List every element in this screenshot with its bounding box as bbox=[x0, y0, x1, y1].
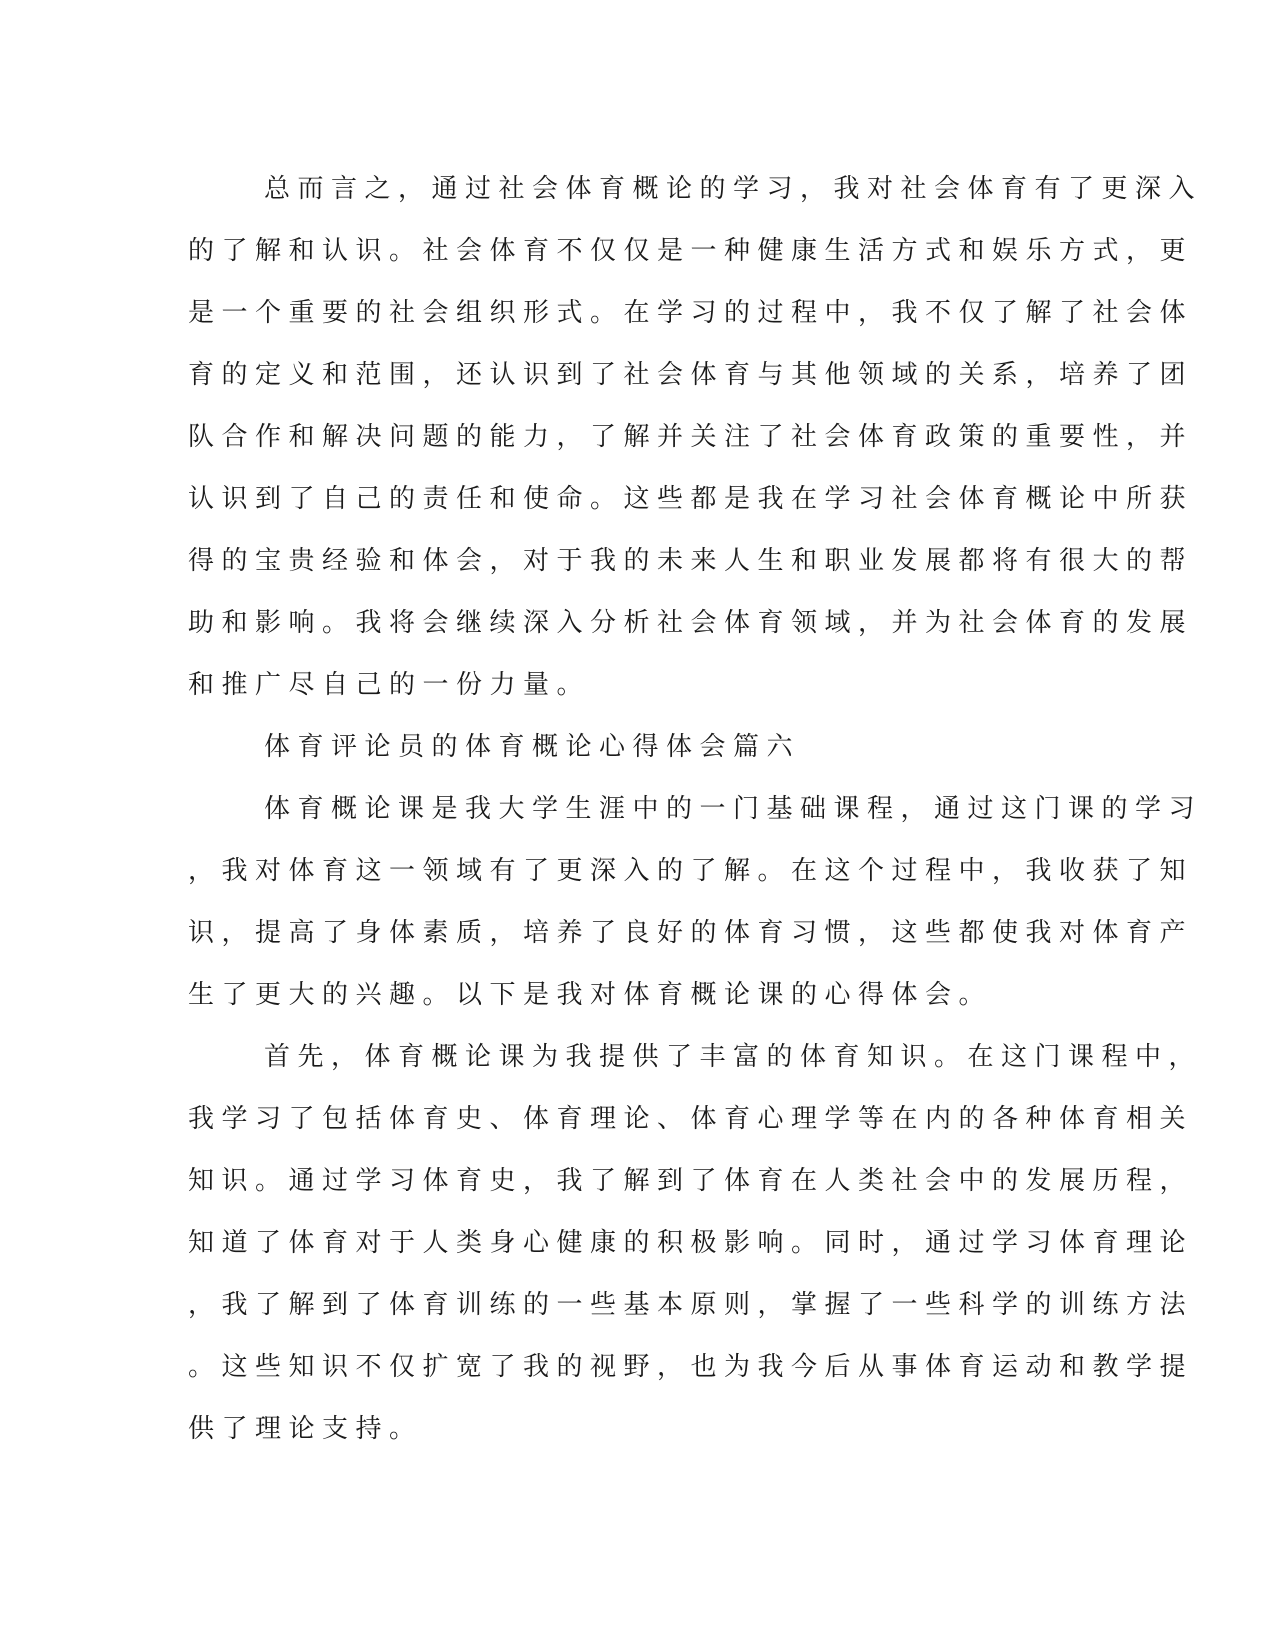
paragraph-line: 认识到了自己的责任和使命。这些都是我在学习社会体育概论中所获 bbox=[188, 484, 1194, 514]
paragraph-line: 的了解和认识。社会体育不仅仅是一种健康生活方式和娱乐方式，更 bbox=[188, 236, 1194, 266]
paragraph-line: 生了更大的兴趣。以下是我对体育概论课的心得体会。 bbox=[188, 980, 993, 1010]
paragraph-line: 和推广尽自己的一份力量。 bbox=[188, 670, 591, 700]
paragraph-line: 。这些知识不仅扩宽了我的视野，也为我今后从事体育运动和教学提 bbox=[188, 1352, 1194, 1382]
paragraph-line: 识，提高了身体素质，培养了良好的体育习惯，这些都使我对体育产 bbox=[188, 918, 1194, 948]
paragraph-line: ，我对体育这一领域有了更深入的了解。在这个过程中，我收获了知 bbox=[188, 856, 1194, 886]
paragraph-line: 育的定义和范围，还认识到了社会体育与其他领域的关系，培养了团 bbox=[188, 360, 1194, 390]
paragraph-line: ，我了解到了体育训练的一些基本原则，掌握了一些科学的训练方法 bbox=[188, 1290, 1194, 1320]
paragraph-line: 队合作和解决问题的能力，了解并关注了社会体育政策的重要性，并 bbox=[188, 422, 1194, 452]
paragraph-line: 首先，体育概论课为我提供了丰富的体育知识。在这门课程中， bbox=[264, 1042, 1203, 1072]
paragraph-line: 供了理论支持。 bbox=[188, 1414, 423, 1444]
paragraph-line: 是一个重要的社会组织形式。在学习的过程中，我不仅了解了社会体 bbox=[188, 298, 1194, 328]
paragraph-line: 体育概论课是我大学生涯中的一门基础课程，通过这门课的学习 bbox=[264, 794, 1203, 824]
paragraph-line: 知识。通过学习体育史，我了解到了体育在人类社会中的发展历程， bbox=[188, 1166, 1194, 1196]
paragraph-line: 知道了体育对于人类身心健康的积极影响。同时，通过学习体育理论 bbox=[188, 1228, 1194, 1258]
paragraph-line: 得的宝贵经验和体会，对于我的未来人生和职业发展都将有很大的帮 bbox=[188, 546, 1194, 576]
paragraph-line: 总而言之，通过社会体育概论的学习，我对社会体育有了更深入 bbox=[264, 174, 1203, 204]
section-heading: 体育评论员的体育概论心得体会篇六 bbox=[264, 732, 801, 762]
paragraph-line: 助和影响。我将会继续深入分析社会体育领域，并为社会体育的发展 bbox=[188, 608, 1194, 638]
document-body bbox=[188, 158, 1203, 1460]
paragraph-line: 我学习了包括体育史、体育理论、体育心理学等在内的各种体育相关 bbox=[188, 1104, 1194, 1134]
